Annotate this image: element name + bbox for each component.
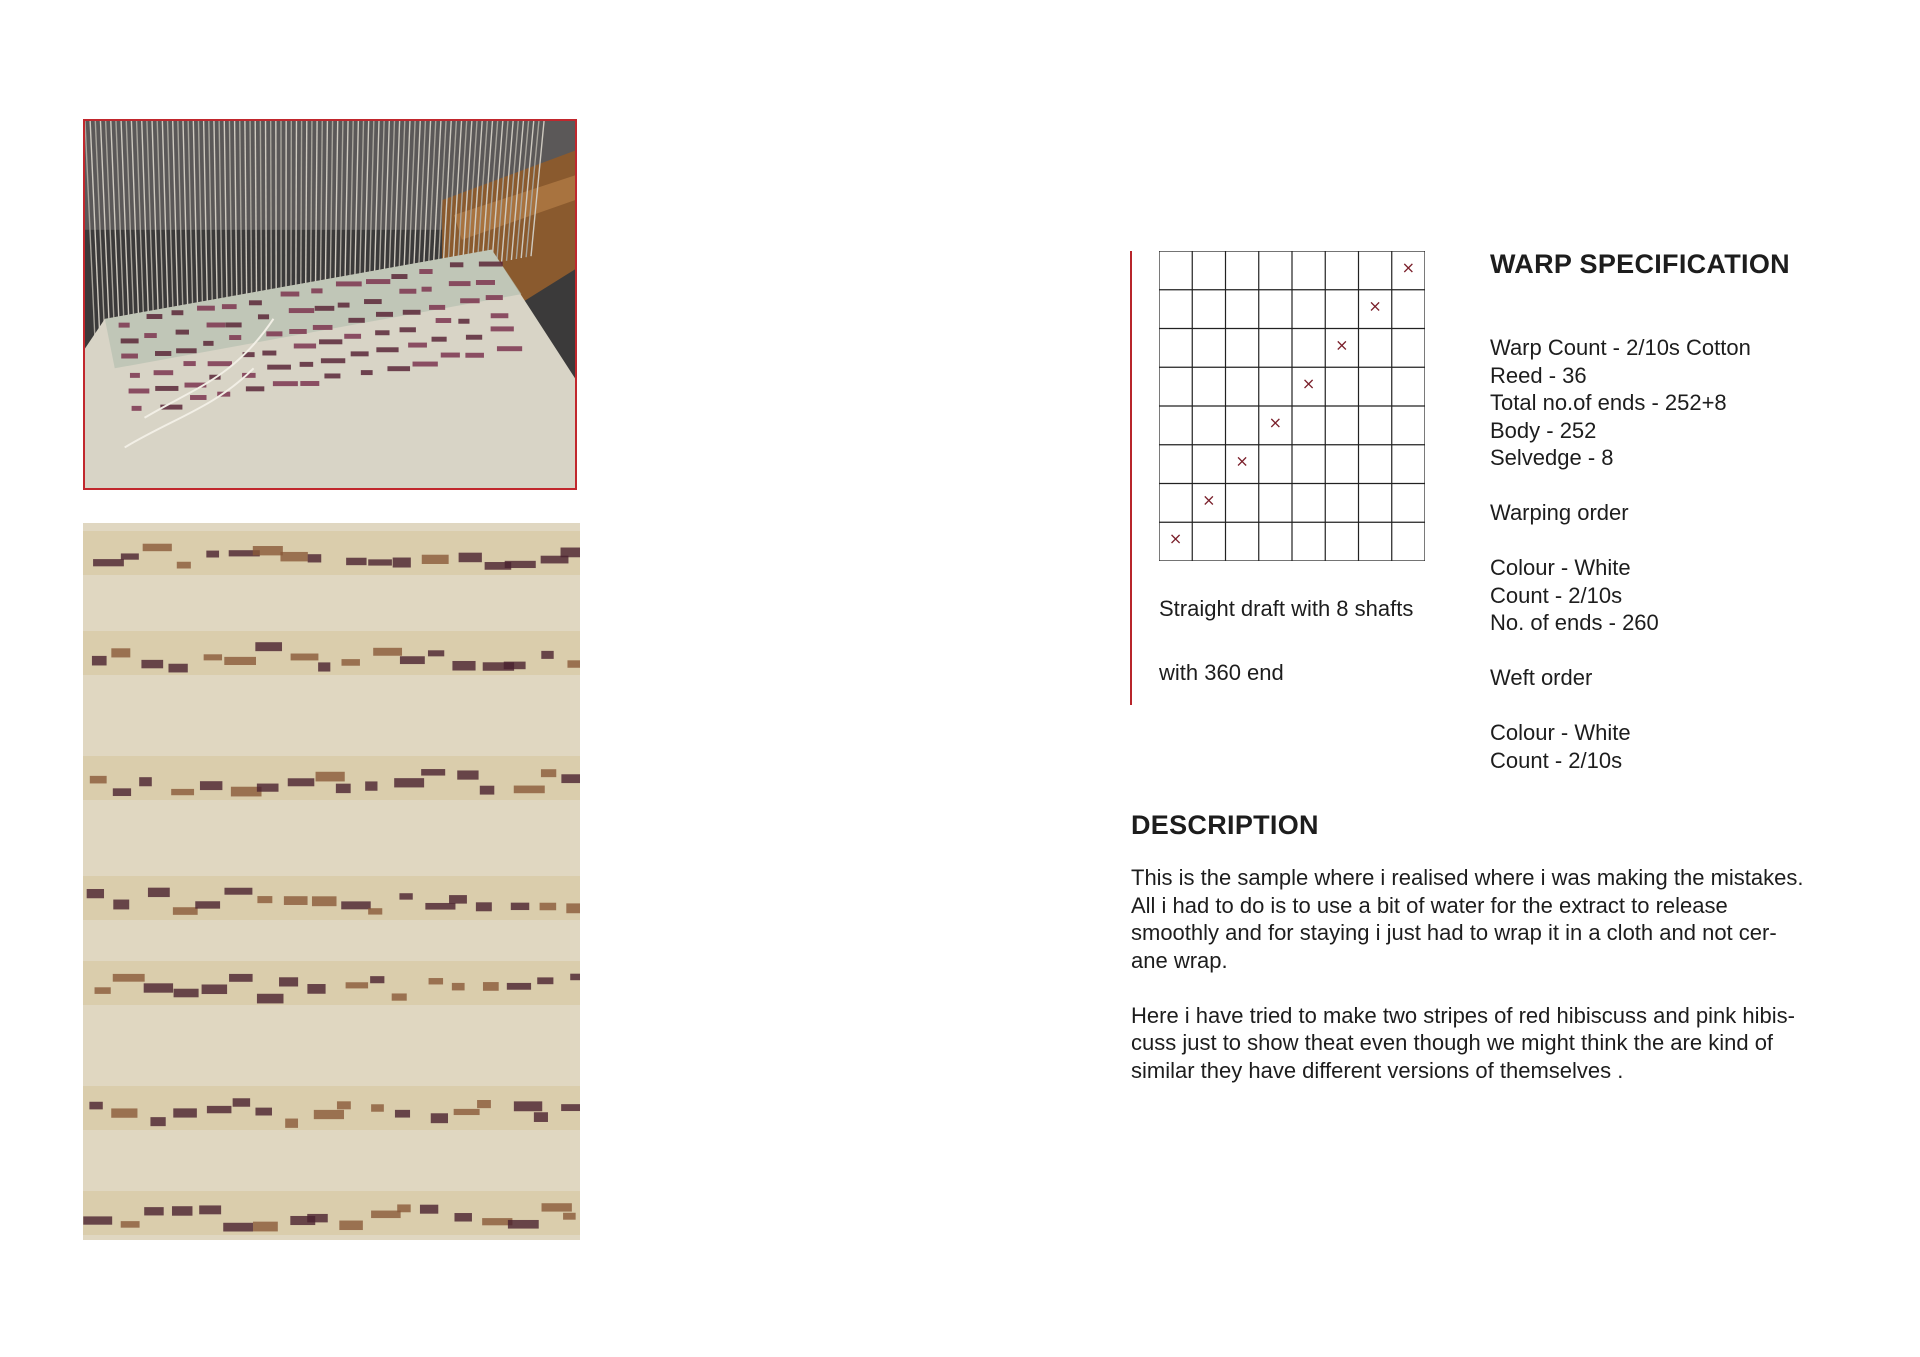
draft-cross-mark: × [1368,296,1382,316]
spec-line: Selvedge - 8 [1490,445,1614,470]
description-line: cuss just to show theat even though we might think the are kind of [1131,1030,1774,1055]
spec-line [1490,472,1751,500]
loom-photo [83,119,577,490]
spec-line: Reed - 36 [1490,362,1587,388]
spec-line: Warping order [1490,500,1629,525]
spec-line: Body - 252 [1490,417,1597,443]
dyed-fabric-image [83,523,580,1240]
spec-line [1490,527,1751,555]
spec-line: Colour - White [1490,555,1631,580]
description-line: This is the sample where i realised where i was making the mistakes. [1131,865,1804,890]
draft-caption-line-2: with 360 end [1159,660,1284,685]
draft-cross-mark: × [1301,374,1316,394]
draft-grid [1159,251,1425,561]
description-body [1131,864,1861,1084]
description-line: similar they have different versions of themselves . [1131,1057,1624,1083]
spec-line [1490,637,1751,665]
draft-caption-line-1: Straight draft with 8 shafts [1159,596,1414,621]
draft-cross-mark: × [1202,490,1216,510]
spec-line: Count - 2/10s [1490,747,1623,773]
warp-spec-heading: WARP SPECIFICATION [1490,249,1790,279]
spec-line: Warp Count - 2/10s Cotton [1490,335,1751,360]
description-heading: DESCRIPTION [1131,810,1319,840]
spec-line: Weft order [1490,665,1593,690]
warp-spec-list [1490,334,1751,774]
description-line [1131,974,1861,1002]
draft-cross-mark: × [1268,412,1283,432]
description-line: smoothly and for staying i just had to wrap it in a cloth and not cer- [1131,920,1777,945]
fabric-sample-photo [83,523,580,1240]
description-line: ane wrap. [1131,947,1228,973]
draft-cross-mark: × [1401,257,1416,277]
accent-divider [1130,251,1132,705]
spec-line: Total no.of ends - 252+8 [1490,390,1727,415]
description-line: All i had to do is to use a bit of water for the extract to release [1131,892,1728,918]
straight-draft-diagram [1159,251,1425,561]
spec-line: No. of ends - 260 [1490,610,1659,635]
draft-cross-mark: × [1235,451,1249,471]
loom-weaving-image [85,121,575,488]
spec-line: Count - 2/10s [1490,582,1623,608]
spec-line: Colour - White [1490,720,1631,745]
description-line: Here i have tried to make two stripes of red hibiscuss and pink hibis- [1131,1002,1795,1028]
draft-cross-mark: × [1335,335,1349,355]
spec-line [1490,692,1751,720]
draft-cross-mark: × [1168,529,1183,549]
